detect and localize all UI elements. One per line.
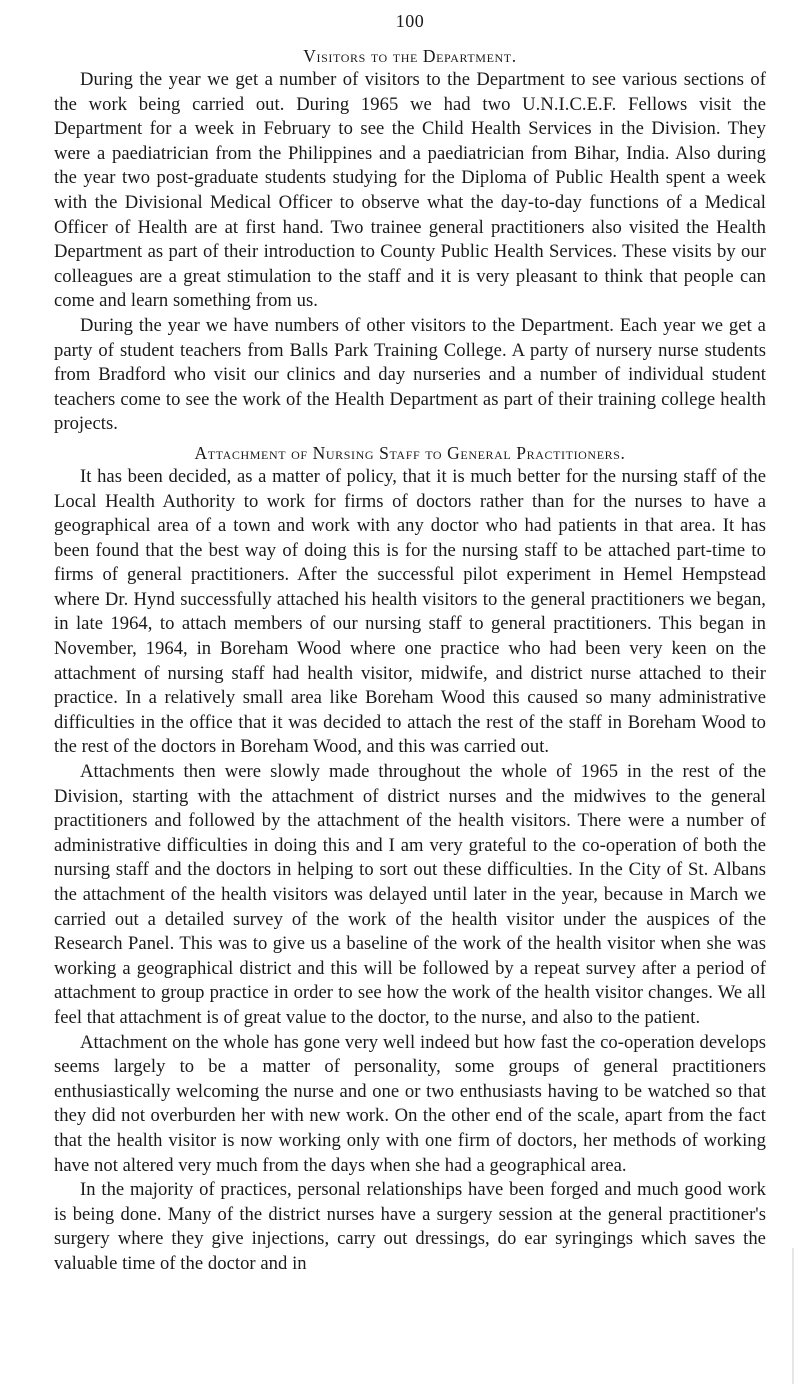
scan-edge-shadow xyxy=(792,1248,794,1384)
section-heading-visitors: Visitors to the Department. xyxy=(303,46,517,66)
section-attachment xyxy=(54,441,766,1277)
paragraph: During the year we have numbers of other visitors to the Department. Each year we get a party of student teachers from Balls Park Training College. A party of nursery nurse students from Bradford who visit our clinics and day nurseries and a number of individual student teachers come to see the work of the Health Department as part of their training college health projects. xyxy=(54,314,766,435)
section-heading-attachment: Attachment of Nursing Staff to General Practitioners. xyxy=(194,442,626,463)
section-visitors xyxy=(54,44,766,437)
paragraph: It has been decided, as a matter of policy, that it is much better for the nursing staff of the Local Health Authority to work for firms of doctors rather than for the nurses to have a geographical area of a town and work with any doctor who had patients in that area. It has been found that the best way of doing this is for the nursing staff to be attached part-time to firms of general practitioners. After the successful pilot experiment in Hemel Hempstead where Dr. Hynd successfully attached his health visitors to the general practitioners we began, in late 1964, to attach members of our nursing staff to general practitioners. This began in November, 1964, in Boreham Wood where one practice who had been very keen on the attachment of nursing staff had health visitor, midwife, and district nurse attached to their practice. In a relatively small area like Boreham Wood this caused so many administrative difficulties in the office that it was decided to attach the rest of the staff in Boreham Wood to the rest of the doctors in Boreham Wood, and this was carried out. xyxy=(54,465,766,758)
paragraph: In the majority of practices, personal relationships have been forged and much good work is being done. Many of the district nurses have a surgery session at the general practitioner's surgery where they give injections, carry out dressings, do ear syringings which saves the valuable time of the doctor and in xyxy=(54,1179,766,1274)
paragraph: Attachments then were slowly made throughout the whole of 1965 in the rest of the Division, starting with the attachment of district nurses and the midwives to the general practitioners and followed by the attachment of the health visitors. There were a number of administrative difficulties in doing this and I am very grateful to the co-operation of both the nursing staff and the doctors in helping to sort out these difficulties. In the City of St. Albans the attachment of the health visitors was delayed until later in the year, because in March we carried out a detailed survey of the work of the health visitor under the auspices of the Research Panel. This was to give us a baseline of the work of the health visitor when she was working a geographical district and this will be followed by a repeat survey after a period of attachment to group practice in order to see how the work of the health visitor changes. We all feel that attachment is of great value to the doctor, to the nurse, and also to the patient. xyxy=(54,761,766,1028)
paragraph: Attachment on the whole has gone very well indeed but how fast the co-operation develops seems largely to be a matter of personality, some groups of general practitioners enthusiastically welcoming the nurse and one or two enthusiasts having to be watched so that they did not overburden her with new work. On the other end of the scale, apart from the fact that the health visitor is now working only with one firm of doctors, her methods of working have not altered very much from the days when she had a geographical area. xyxy=(54,1031,766,1176)
page-number: 100 xyxy=(395,11,425,31)
paragraph: During the year we get a number of visitors to the Department to see various sections of the work being carried out. During 1965 we had two U.N.I.C.E.F. Fellows visit the Department for a week in February to see the Child Health Services in the Division. They were a paediatrician from the Philippines and a paediatrician from Bihar, India. Also during the year two post-graduate students studying for the Diploma of Public Health spent a week with the Divisional Medical Officer to observe what the day-to-day functions of a Medical Officer of Health are at first hand. Two trainee general practitioners also visited the Health Department as part of their introduction to County Public Health Services. These visits by our colleagues are a great stimulation to the staff and it is very pleasant to think that people can come and learn something from us. xyxy=(54,69,766,312)
